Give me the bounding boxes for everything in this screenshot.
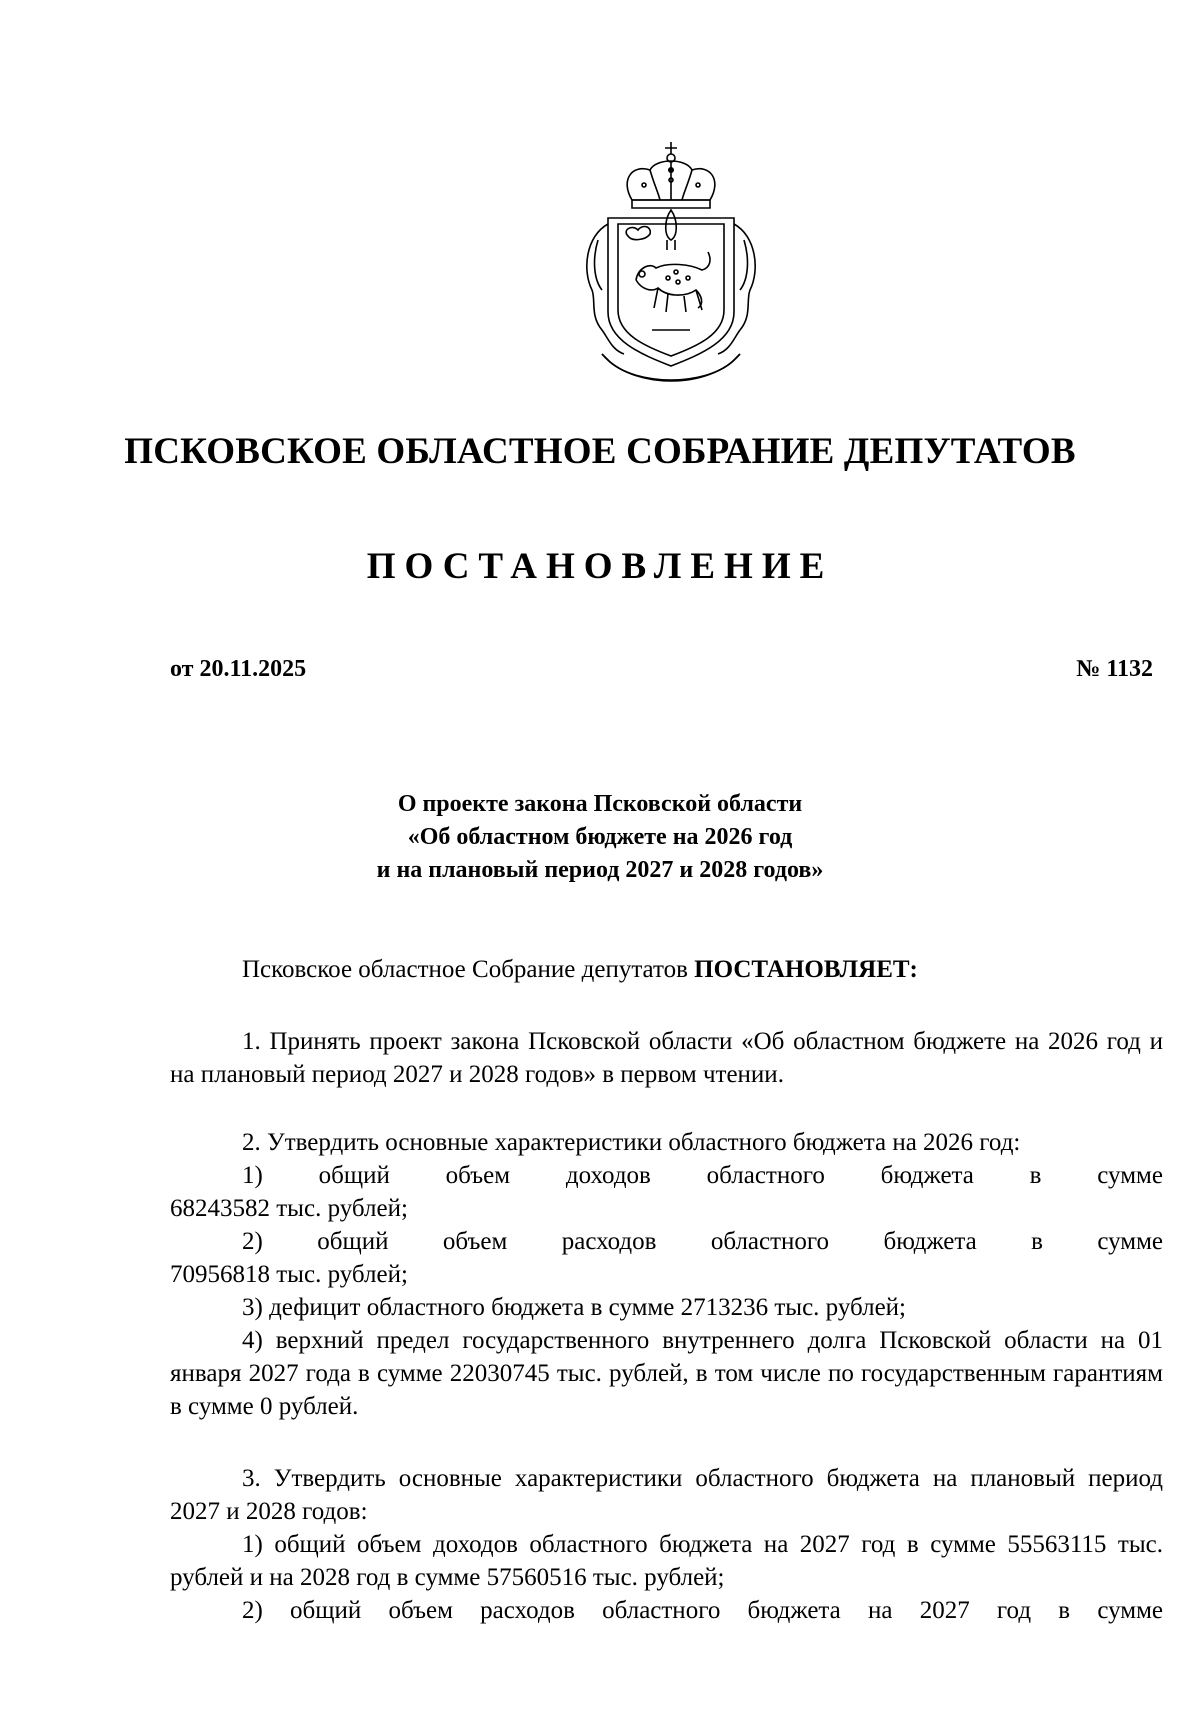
item-2-sub-1-tail: 68243582 тыс. рублей; [170, 1195, 408, 1222]
preamble [170, 953, 1163, 986]
item-1-text: 1. Принять проект закона Псковской области «Об областном бюджете на 2026 год и на плановый период 2027 и 2028 годов» в первом чтении. [170, 1028, 1163, 1088]
preamble-resolve: ПОСТАНОВЛЯЕТ: [694, 956, 918, 983]
item-1 [170, 1025, 1163, 1091]
item-2-sub-1: 1) общий объем доходов областного бюджета в сумме [242, 1162, 1163, 1189]
document-number: № 1132 [1076, 656, 1153, 682]
pskov-coat-of-arms-icon [572, 140, 770, 390]
item-3-sub-2: 2) общий объем расходов областного бюджета на 2027 год в сумме [242, 1597, 1163, 1624]
item-3-sub-1: 1) общий объем доходов областного бюджета на 2027 год в сумме 55563115 тыс. рублей и на 2028 год в сумме 57560516 тыс. рублей; [170, 1531, 1163, 1591]
subject-line-3: и на плановый период 2027 и 2028 годов» [376, 857, 824, 883]
subject-line-1: О проекте закона Псковской области [397, 791, 803, 817]
item-2-sub-4: 4) верхний предел государственного внутреннего долга Псковской области на 01 января 2027 года в сумме 22030745 тыс. рублей, в том числе по государственным гарантиям в сумме 0 рублей. [170, 1327, 1163, 1420]
item-2-heading: 2. Утвердить основные характеристики областного бюджета на 2026 год: [242, 1129, 1021, 1156]
item-2-sub-2-tail: 70956818 тыс. рублей; [170, 1261, 408, 1288]
document-subject [0, 788, 1200, 887]
item-2 [170, 1126, 1163, 1423]
item-2-sub-2: 2) общий объем расходов областного бюджета в сумме [242, 1228, 1163, 1255]
preamble-text: Псковское областное Собрание депутатов [242, 956, 695, 983]
subject-line-2: «Об областном бюджете на 2026 год [407, 824, 793, 850]
organization-title: ПСКОВСКОЕ ОБЛАСТНОЕ СОБРАНИЕ ДЕПУТАТОВ [124, 431, 1076, 472]
item-3-heading: 3. Утвердить основные характеристики областного бюджета на плановый период 2027 и 2028 годов: [170, 1465, 1163, 1525]
document-type-title: ПОСТАНОВЛЕНИЕ [366, 546, 834, 587]
item-2-sub-3: 3) дефицит областного бюджета в сумме 2713236 тыс. рублей; [242, 1294, 907, 1321]
item-3 [170, 1462, 1163, 1627]
document-date: от 20.11.2025 [170, 656, 307, 682]
